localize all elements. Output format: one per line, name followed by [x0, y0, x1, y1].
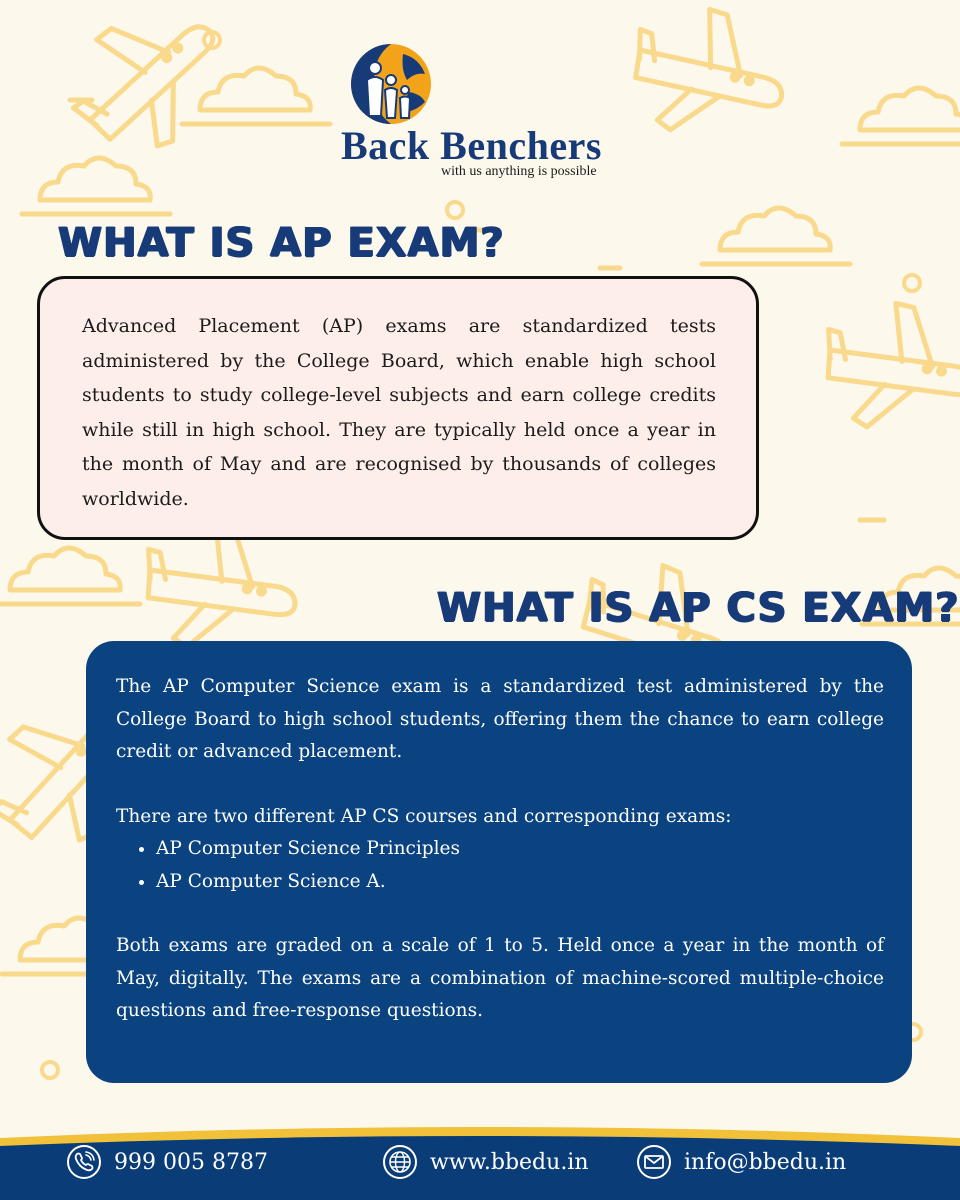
ap-cs-courses-lead: There are two different AP CS courses and corresponding exams:: [116, 805, 732, 827]
mail-icon: [636, 1144, 672, 1180]
ap-cs-details: Both exams are graded on a scale of 1 to 5. Held once a year in the month of May, digitally. The exams are a combination of machine-scored multiple-choice questions and free-response questions.: [116, 935, 884, 1021]
email-address: info@bbedu.in: [684, 1149, 847, 1175]
ap-cs-intro: The AP Computer Science exam is a standardized test administered by the College Board to high school students, offering them the chance to earn college credit or advanced placement.: [116, 676, 884, 762]
contact-email[interactable]: [636, 1142, 846, 1182]
course-list-item: • AP Computer Science Principles: [156, 833, 884, 866]
ap-exam-card: [37, 276, 759, 540]
phone-number: 999 005 8787: [114, 1149, 268, 1175]
ap-cs-exam-heading: WHAT IS AP CS EXAM?: [437, 585, 960, 631]
phone-icon: [66, 1144, 102, 1180]
ap-cs-exam-card: [86, 641, 912, 1083]
ap-cs-course-list: [116, 833, 884, 898]
brand-logo-mark: [345, 40, 435, 130]
course-list-item: • AP Computer Science A.: [156, 866, 884, 899]
contact-website[interactable]: [382, 1142, 589, 1182]
brand-tagline: with us anything is possible: [441, 164, 597, 179]
ap-exam-heading: WHAT IS AP EXAM?: [58, 220, 505, 266]
brand-name: Back Benchers: [341, 123, 602, 168]
contact-phone[interactable]: [66, 1142, 268, 1182]
globe-icon: [382, 1144, 418, 1180]
ap-exam-description: Advanced Placement (AP) exams are standardized tests administered by the College Board, which enable high school students to study college-level subjects and earn college credits while still in high school. They are typically held once a year in the month of May and are recognised by thousands of colleges worldwide.: [82, 315, 716, 510]
website-link: www.bbedu.in: [430, 1149, 589, 1175]
brand-logo: [335, 40, 625, 185]
